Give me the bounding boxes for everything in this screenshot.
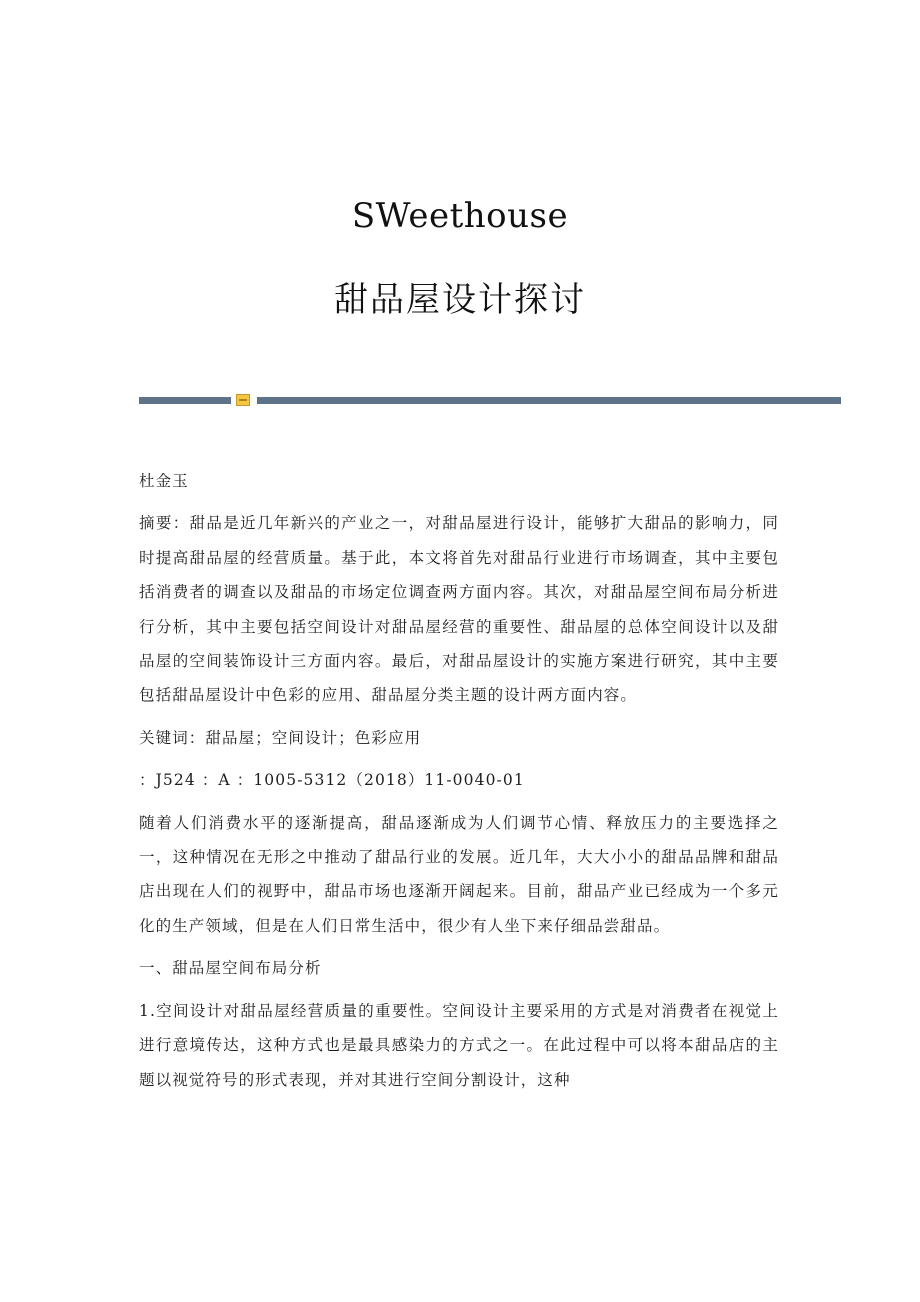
intro-paragraph: 随着人们消费水平的逐渐提高，甜品逐渐成为人们调节心情、释放压力的主要选择之一，这种情况在无形之中推动了甜品行业的发展。近几年，大大小小的甜品品牌和甜品店出现在人们的视野中，甜品市场也逐渐开阔起来。目前，甜品产业已经成为一个多元化的生产领域，但是在人们日常生活中，很少有人坐下来仔细品尝甜品。 (139, 813, 779, 935)
section-heading: 一、甜品屋空间布局分析 (139, 959, 322, 978)
article-body (139, 464, 779, 1105)
title-divider (139, 394, 841, 408)
section-paragraph: 1.空间设计对甜品屋经营质量的重要性。空间设计主要采用的方式是对消费者在视觉上进行意境传达，这种方式也是最具感染力的方式之一。在此过程中可以将本甜品店的主题以视觉符号的形式表现，并对其进行空间分割设计，这种 (139, 1001, 779, 1089)
title-english: SWeethouse (351, 196, 569, 236)
abstract-paragraph: 摘要：甜品是近几年新兴的产业之一，对甜品屋进行设计，能够扩大甜品的影响力，同时提高甜品屋的经营质量。基于此，本文将首先对甜品行业进行市场调查，其中主要包括消费者的调查以及甜品的市场定位调查两方面内容。其次，对甜品屋空间布局分析进行分析，其中主要包括空间设计对甜品屋经营的重要性、甜品屋的总体空间设计以及甜品屋的空间装饰设计三方面内容。最后，对甜品屋设计的实施方案进行研究，其中主要包括甜品屋设计中色彩的应用、甜品屋分类主题的设计两方面内容。 (139, 514, 779, 705)
keywords-line: 关键词：甜品屋；空间设计；色彩应用 (139, 728, 422, 747)
title-chinese: 甜品屋设计探讨 (334, 280, 586, 320)
envelope-icon (236, 394, 250, 406)
divider-bar-left (139, 397, 231, 404)
author-name: 杜金玉 (139, 472, 189, 490)
divider-bar-right (257, 397, 841, 404)
classification-line: ：J524 ：A ：1005-5312（2018）11-0040-01 (139, 771, 525, 790)
